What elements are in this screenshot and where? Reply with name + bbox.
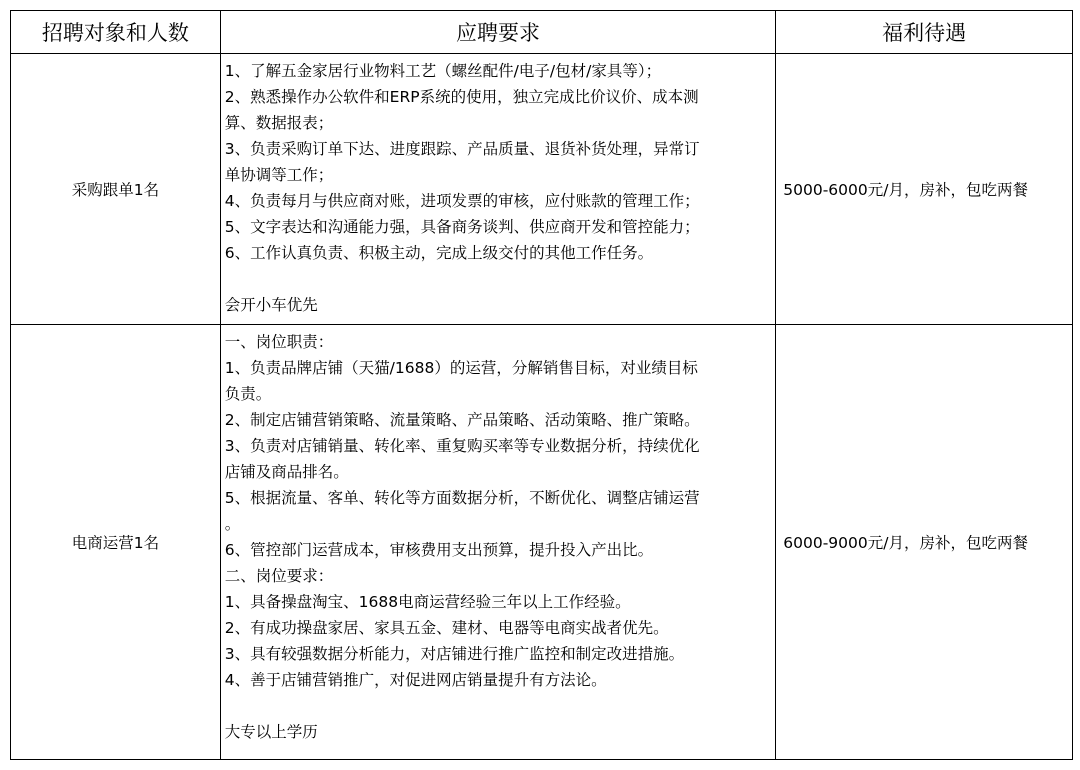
requirement-line: 4、善于店铺营销推广，对促进网店销量提升有方法论。 [224,671,607,689]
requirement-line: 2、熟悉操作办公软件和ERP系统的使用，独立完成比价议价、成本测 [224,88,699,106]
requirement-line: 5、根据流量、客单、转化等方面数据分析，不断优化、调整店铺运营 [224,489,700,507]
requirement-line: 2、有成功操盘家居、家具五金、建材、电器等电商实战者优先。 [224,619,669,637]
table-header-row [11,11,1072,54]
requirement-line: 3、负责采购订单下达、进度跟踪、产品质量、退货补货处理，异常订 [224,140,700,158]
requirement-line: 6、工作认真负责、积极主动，完成上级交付的其他工作任务。 [224,244,654,262]
requirement-line: 1、负责品牌店铺（天猫/1688）的运营，分解销售目标，对业绩目标 [224,359,698,377]
position-cell: 电商运营1名 [11,325,221,759]
header-position: 招聘对象和人数 [11,11,221,53]
table-row [11,325,1072,759]
requirement-line: 2、制定店铺营销策略、流量策略、产品策略、活动策略、推广策略。 [224,411,700,429]
recruitment-table [10,10,1073,760]
requirement-line: 3、负责对店铺销量、转化率、重复购买率等专业数据分析，持续优化 [224,437,700,455]
requirements-cell [221,325,776,759]
requirement-line: 4、负责每月与供应商对账，进项发票的审核，应付账款的管理工作； [224,192,700,210]
header-benefits: 福利待遇 [882,21,967,45]
requirement-line [225,693,771,719]
benefits-cell: 5000-6000元/月，房补，包吃两餐 [783,181,1028,199]
requirement-line: 二、岗位要求： [224,567,334,585]
table-row [11,54,1072,325]
requirement-line: 大专以上学历 [224,723,318,741]
requirement-line: 5、文字表达和沟通能力强，具备商务谈判、供应商开发和管控能力； [224,218,700,236]
position-cell: 采购跟单1名 [11,54,221,324]
requirements-cell [221,54,776,324]
requirement-line: 1、了解五金家居行业物料工艺（螺丝配件/电子/包材/家具等）； [224,62,662,80]
requirement-line: 负责。 [224,385,272,403]
requirement-line: 单协调等工作； [224,166,334,184]
requirement-line: 6、管控部门运营成本，审核费用支出预算，提升投入产出比。 [224,541,654,559]
requirement-line [225,266,771,292]
requirement-line: 一、岗位职责： [224,333,334,351]
requirement-line: 会开小车优先 [224,296,318,314]
requirement-line: 。 [224,515,241,533]
requirement-line: 算、数据报表； [224,114,334,132]
requirement-line: 1、具备操盘淘宝、1688电商运营经验三年以上工作经验。 [224,593,631,611]
header-requirements: 应聘要求 [221,11,776,53]
benefits-cell: 6000-9000元/月，房补，包吃两餐 [783,534,1028,552]
requirement-line: 店铺及商品排名。 [224,463,349,481]
requirement-line: 3、具有较强数据分析能力，对店铺进行推广监控和制定改进措施。 [224,645,685,663]
